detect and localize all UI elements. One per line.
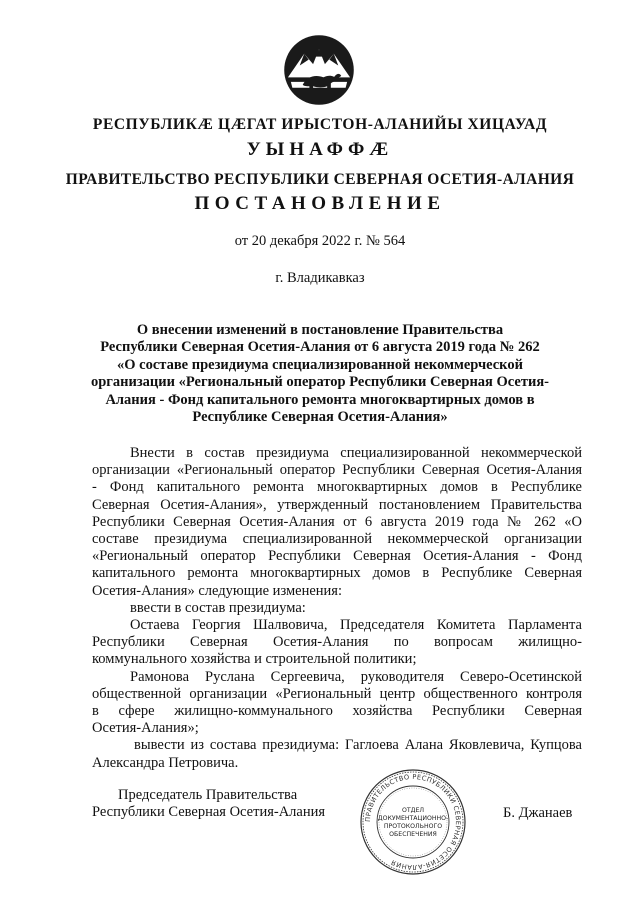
seal-center-line: ДОКУМЕНТАЦИОННО- [377,815,449,822]
body-line: - Фонд капитального ремонта многоквартирных домов в Республике [92,479,582,496]
title-line: О внесении изменений в постановление Правительства [136,322,504,338]
seal-center-line: ОБЕСПЕЧЕНИЯ [389,831,437,838]
body-line: общественной организации «Региональный центр общественного контроля [92,685,582,702]
remove-members-paragraph [92,737,582,771]
body-line: Рамонова Руслана Сергеевича, руководителя Северо-Осетинской [130,668,582,685]
title-line: Республике Северная Осетия-Алания» [192,409,448,426]
body-line: вывести из состава президиума: Гаглоева Алана Яковлевича, Купцова [134,737,582,754]
body-line: «Региональный оператор Республики Северная Осетия-Алания - Фонд [92,548,582,565]
body-line: в сфере жилищно-коммунального хозяйства Республики Северная [92,703,582,720]
body-line: Александра Петровича. [92,754,239,771]
body-line: Осетия-Алания»; [92,720,199,737]
document-body [92,445,582,772]
body-line: организации «Региональный оператор Республики Северная Осетия-Алания [92,462,582,479]
ossetian-government-name: РЕСПУБЛИКÆ ЦÆГАТ ИРЫСТОН-АЛАНИЙЫ ХИЦАУАД [92,116,548,133]
body-line: Осетия-Алания» следующие изменения: [92,582,342,599]
seal-center-line: ПРОТОКОЛЬНОГО [383,823,443,830]
signatory-position-line: Председатель Правительства [118,787,298,803]
russian-government-name: ПРАВИТЕЛЬСТВО РЕСПУБЛИКИ СЕВЕРНАЯ ОСЕТИЯ-АЛАНИЯ [65,171,575,188]
body-line: составе президиума специализированной некоммерческой организации [92,531,582,548]
svg-text:ПРАВИТЕЛЬСТВО РЕСПУБЛИКИ СЕВЕР [364,773,462,871]
russian-document-type: ПОСТАНОВЛЕНИЕ [194,193,446,214]
add-members-heading: ввести в состав президиума: [130,599,306,616]
document-title [80,322,560,426]
signatory-position-line: Республики Северная Осетия-Алания [92,804,326,821]
body-line: Республики Северная Осетия-Алания по вопросам жилищно- [92,634,582,651]
title-line: организации «Региональный оператор Республики Северная Осетия- [90,374,549,391]
signatory-name: Б. Джанаев [503,805,573,821]
official-seal-stamp [358,767,468,877]
body-line: Остаева Георгия Шалвовича, Председателя Комитета Парламента [130,617,582,634]
ossetian-document-type: УЫНАФФÆ [246,139,394,160]
body-line: коммунального хозяйства и строительной политики; [92,651,417,668]
seal-ring-text: ПРАВИТЕЛЬСТВО РЕСПУБЛИКИ СЕВЕРНАЯ ОСЕТИЯ-АЛАНИЯ [363,772,463,872]
title-line: Алания - Фонд капитального ремонта многоквартирных домов в [105,391,535,408]
body-line: Внести в состав президиума специализированной некоммерческой [130,445,582,461]
member-paragraph [92,669,582,738]
intro-paragraph [92,445,582,600]
title-line: «О составе президиума специализированной некоммерческой [117,356,523,373]
title-line: Республики Северная Осетия-Алания от 6 августа 2019 года № 262 [100,339,540,356]
signatory-position [92,787,325,821]
seal-center-line: ОТДЕЛ [401,807,425,814]
document-date-number: от 20 декабря 2022 г. № 564 [234,233,406,249]
body-line: Республики Северная Осетия-Алания от 6 августа 2019 года № 262 «О [92,513,582,530]
document-city: г. Владикавказ [275,270,365,286]
body-line: Северная Осетия-Алания», утвержденный постановлением Правительства [92,496,582,513]
body-line: капитального ремонта многоквартирных домов в Республике Северная [92,565,582,582]
member-paragraph [92,617,582,669]
coat-of-arms-emblem [282,33,356,107]
